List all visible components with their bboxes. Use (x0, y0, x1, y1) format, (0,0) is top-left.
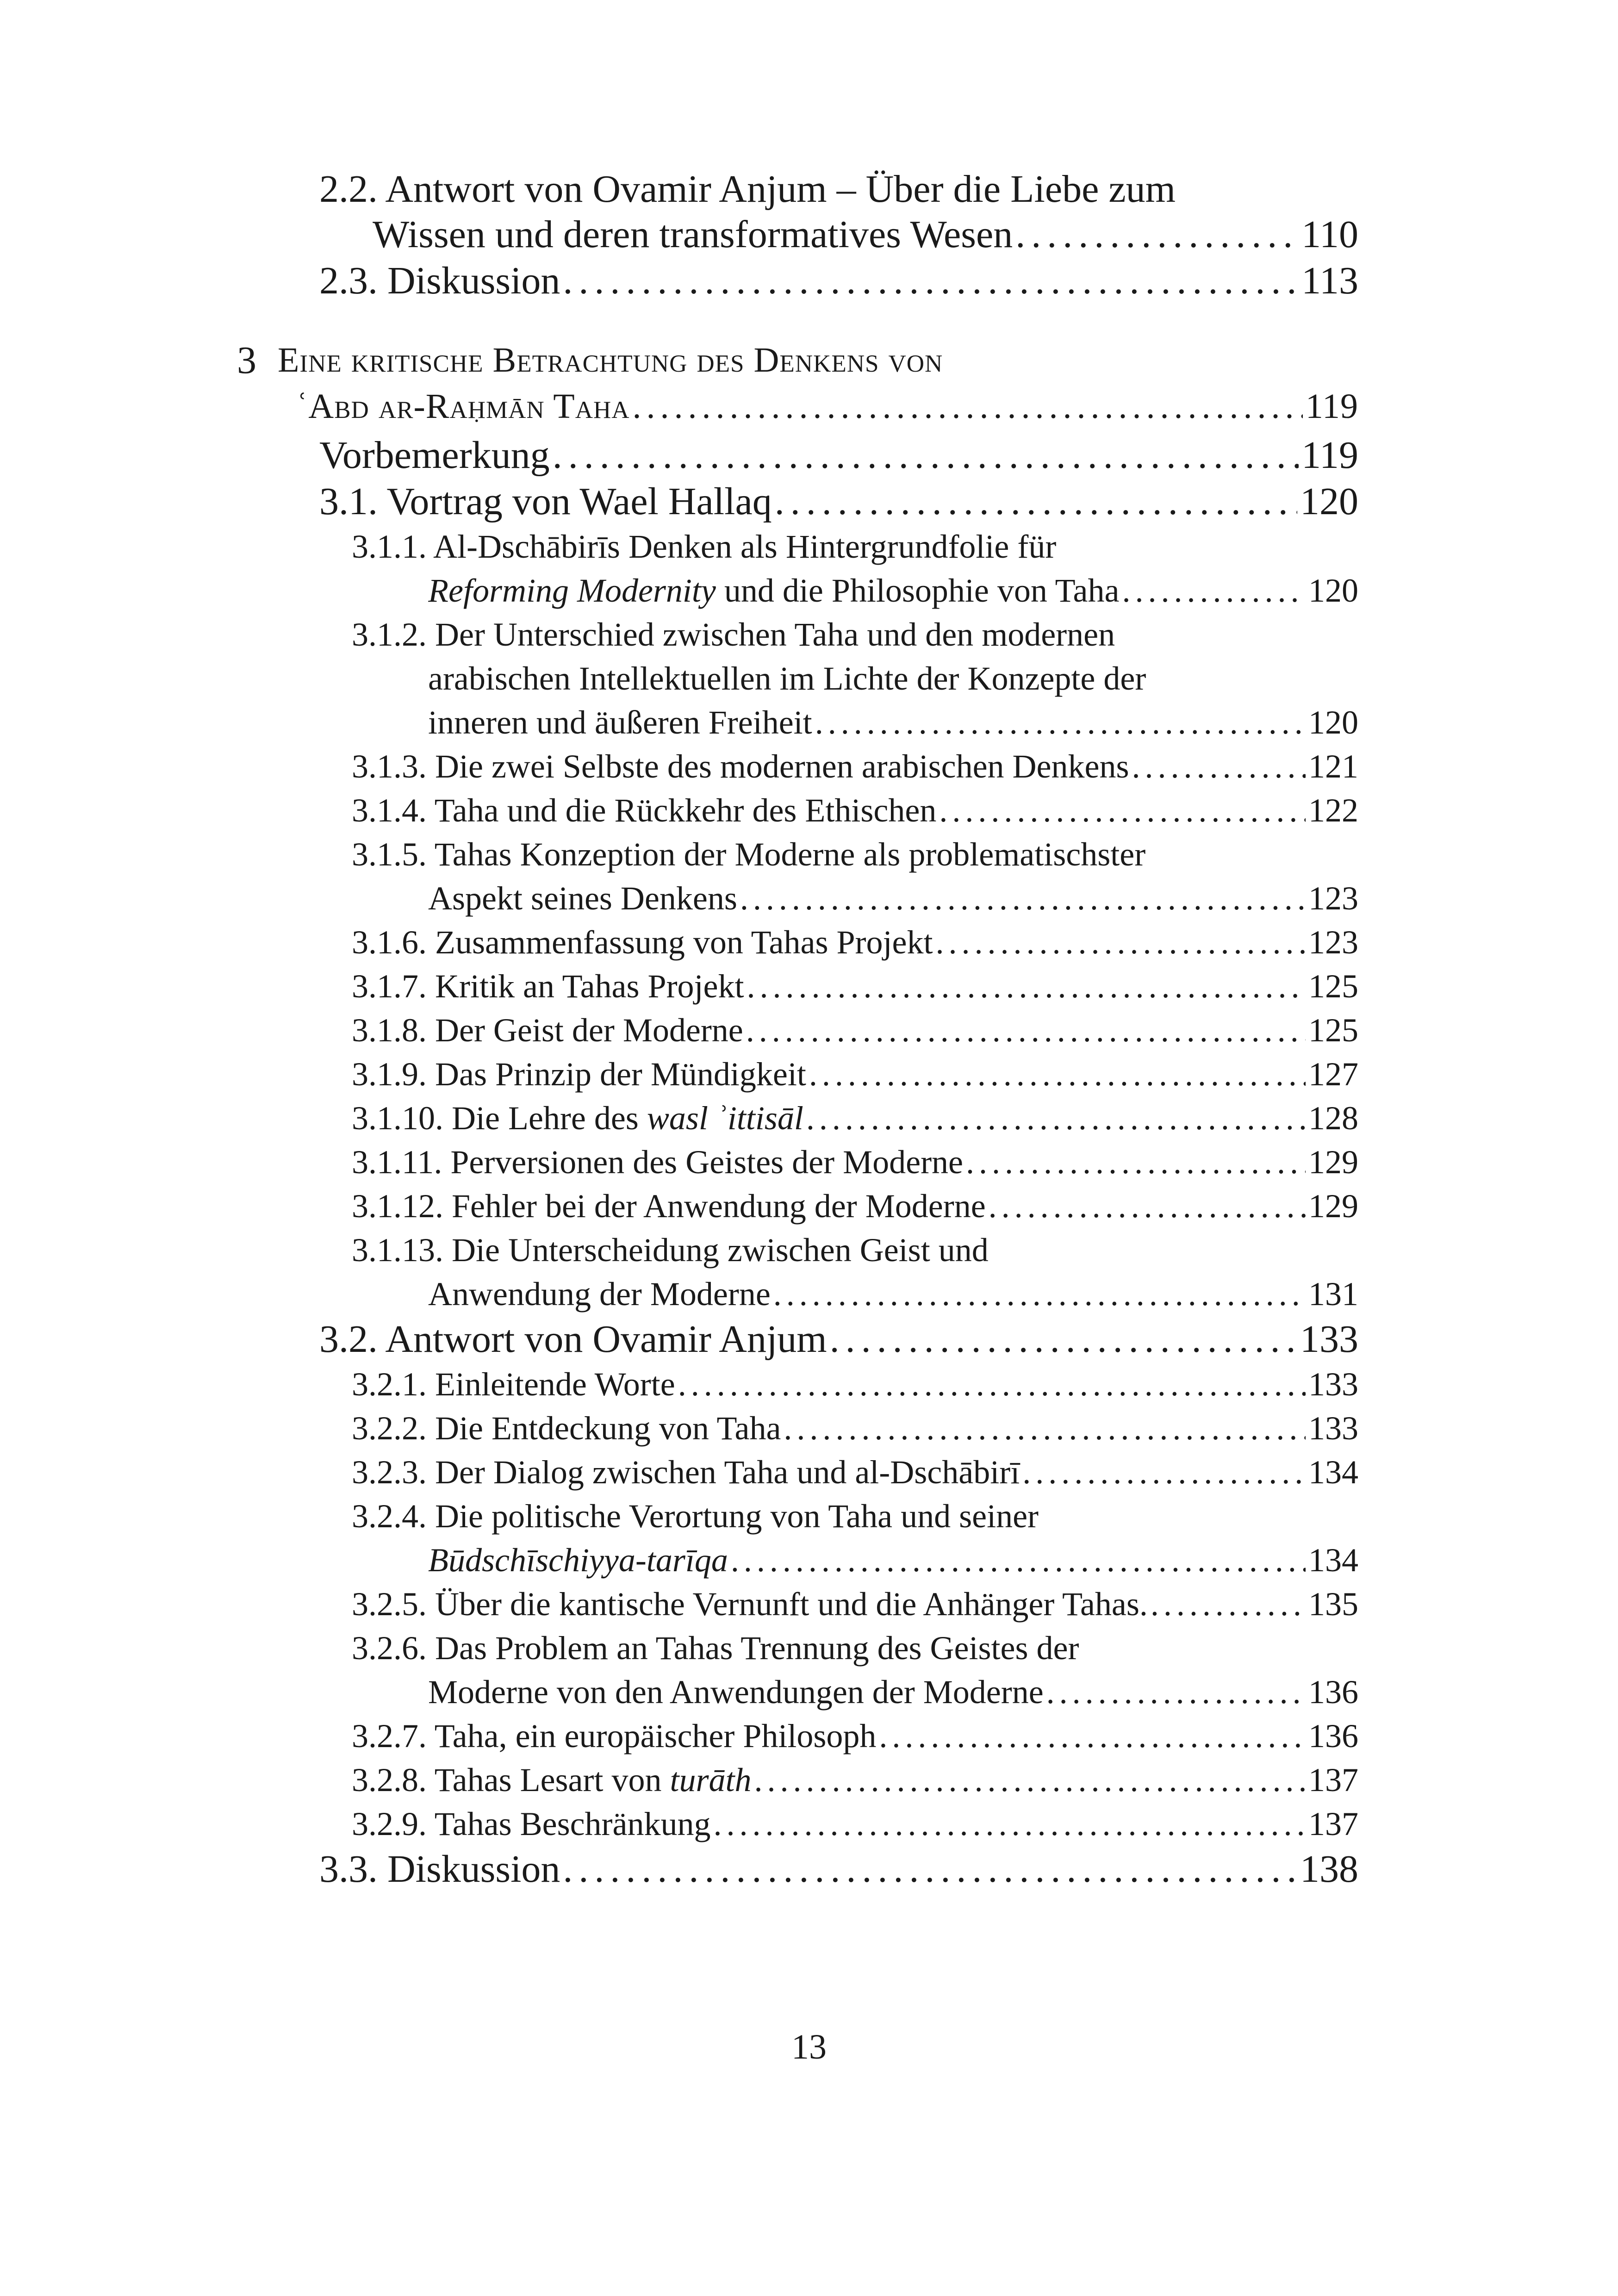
toc-entry-2-3 (319, 258, 1358, 303)
leader-dots (553, 433, 1299, 478)
leader-dots (1015, 212, 1299, 257)
leader-dots (809, 1055, 1306, 1094)
italic-term: wasl ʾittisāl (647, 1100, 803, 1137)
toc-entry-3-1-13-line2 (428, 1275, 1358, 1313)
toc-entry-3-1-3 (352, 747, 1358, 786)
toc-entry-text (428, 572, 1119, 610)
toc-page-ref: 138 (1300, 1848, 1358, 1891)
toc-page-ref: 120 (1308, 572, 1358, 609)
leader-dots (678, 1365, 1306, 1404)
leader-dots (773, 1275, 1306, 1313)
toc-entry-3-2-6-line2 (428, 1673, 1358, 1711)
toc-page-ref: 136 (1308, 1674, 1358, 1711)
toc-entry-3-1-9 (352, 1055, 1358, 1094)
toc-page-ref: 135 (1308, 1586, 1358, 1623)
leader-dots (935, 923, 1306, 962)
toc-entry-vorbemerkung (319, 433, 1358, 478)
toc-page-ref: 120 (1308, 704, 1358, 741)
toc-page-ref: 137 (1308, 1805, 1358, 1842)
toc-entry-2-3-text: 2.3. Diskussion (319, 259, 560, 302)
toc-page-ref: 133 (1300, 1318, 1358, 1361)
leader-dots (563, 1847, 1297, 1892)
toc-entry-text: 3.1.12. Fehler bei der Anwendung der Moderne (352, 1188, 986, 1225)
toc-entry-text: 3.1.11. Perversionen des Geistes der Moderne (352, 1144, 963, 1181)
toc-entry-text: Vorbemerkung (319, 434, 550, 477)
toc-entry-3-2-4-line1: 3.2.4. Die politische Verortung von Taha und seiner (352, 1498, 1039, 1535)
chapter-number: 3 (237, 339, 256, 382)
toc-page-ref: 129 (1308, 1188, 1358, 1225)
toc-entry-3-3 (319, 1847, 1358, 1892)
toc-page-ref: 122 (1308, 792, 1358, 829)
toc-page-ref: 127 (1308, 1056, 1358, 1093)
toc-entry-3-2-1 (352, 1365, 1358, 1404)
toc-page-ref: 119 (1301, 434, 1358, 477)
toc-entry-2-2-line1: 2.2. Antwort von Ovamir Anjum – Über die Liebe zum (319, 168, 1176, 211)
leader-dots (731, 1541, 1306, 1580)
toc-entry-3-1-2-line3 (428, 703, 1358, 742)
toc-entry-3-2-9 (352, 1805, 1358, 1843)
toc-entry-text: inneren und äußeren Freiheit (428, 704, 812, 741)
leader-dots (830, 1317, 1297, 1362)
toc-entry-text (428, 1541, 728, 1580)
toc-page-ref: 113 (1301, 259, 1358, 302)
toc-entry-text: 3.1.6. Zusammenfassung von Tahas Projekt (352, 924, 933, 961)
toc-entry-text: Moderne von den Anwendungen der Moderne (428, 1674, 1044, 1711)
toc-entry-text: 3.1.8. Der Geist der Moderne (352, 1012, 743, 1049)
leader-dots (1022, 1453, 1306, 1492)
toc-entry-3-2 (319, 1317, 1358, 1362)
toc-entry-prefix: 3.2.8. Tahas Lesart von (352, 1761, 670, 1798)
toc-entry-3-2-4-line2 (428, 1541, 1358, 1580)
toc-page-ref: 131 (1308, 1276, 1358, 1313)
toc-entry-3-1 (319, 479, 1358, 524)
toc-entry-3-1-10 (352, 1099, 1358, 1138)
toc-entry-3-2-7 (352, 1717, 1358, 1755)
toc-page-ref: 134 (1308, 1454, 1358, 1491)
toc-entry-3-1-6 (352, 923, 1358, 962)
toc-entry-3-1-1-line1: 3.1.1. Al-Dschābirīs Denken als Hintergrundfolie für (352, 528, 1057, 565)
toc-entry-2-2-line2 (373, 212, 1358, 257)
toc-entry-text: 3.2.2. Die Entdeckung von Taha (352, 1410, 781, 1447)
toc-entry-3-2-2 (352, 1409, 1358, 1448)
toc-page-ref: 133 (1308, 1366, 1358, 1403)
leader-dots (806, 1099, 1306, 1138)
leader-dots (815, 703, 1306, 742)
toc-entry-text: 3.1.3. Die zwei Selbste des modernen arabischen Denkens (352, 748, 1129, 785)
toc-page-ref: 119 (1305, 387, 1358, 426)
toc-page-ref: 133 (1308, 1410, 1358, 1447)
toc-entry-text: 3.1. Vortrag von Wael Hallaq (319, 480, 772, 523)
toc-entry-text: Aspekt seines Denkens (428, 880, 737, 917)
leader-dots (939, 791, 1306, 830)
toc-entry-text: 3.2.9. Tahas Beschränkung (352, 1805, 711, 1842)
toc-entry-2-2-text: Wissen und deren transformatives Wesen (373, 213, 1013, 256)
toc-entry-3-1-4 (352, 791, 1358, 830)
italic-term: Būdschīschiyya-tarīqa (428, 1542, 728, 1579)
toc-page-ref: 123 (1308, 924, 1358, 961)
toc-entry-3-2-5 (352, 1585, 1358, 1624)
toc-entry-3-1-7 (352, 967, 1358, 1006)
toc-page-ref: 129 (1308, 1144, 1358, 1181)
leader-dots (1132, 747, 1306, 786)
chapter-title-line2 (296, 386, 1358, 427)
toc-entry-3-1-11 (352, 1143, 1358, 1182)
leader-dots (879, 1717, 1306, 1755)
toc-entry-text: 3.2.5. Über die kantische Vernunft und die Anhänger Tahas. (352, 1586, 1148, 1623)
toc-entry-text: Anwendung der Moderne (428, 1276, 771, 1313)
toc-entry-3-1-2-line2: arabischen Intellektuellen im Lichte der Konzepte der (428, 660, 1146, 697)
toc-entry-text (352, 1099, 803, 1138)
toc-entry-3-2-8 (352, 1761, 1358, 1799)
toc-page-ref: 125 (1308, 968, 1358, 1005)
toc-entry-3-2-6-line1: 3.2.6. Das Problem an Tahas Trennung des Geistes der (352, 1630, 1079, 1667)
toc-entry-text: 3.2. Antwort von Ovamir Anjum (319, 1318, 827, 1361)
toc-entry-text (352, 1761, 752, 1799)
toc-page-ref: 110 (1301, 213, 1358, 256)
leader-dots (1046, 1673, 1306, 1711)
toc-entry-3-1-5-line1: 3.1.5. Tahas Konzeption der Moderne als problematischster (352, 836, 1146, 873)
toc-entry-3-2-3 (352, 1453, 1358, 1492)
toc-page-ref: 134 (1308, 1542, 1358, 1579)
leader-dots (747, 967, 1306, 1006)
leader-dots (746, 1011, 1306, 1050)
italic-term: turāth (670, 1761, 752, 1798)
leader-dots (989, 1187, 1306, 1226)
toc-entry-text-rest: und die Philosophie von Taha (716, 572, 1120, 609)
toc-entry-text: 3.1.9. Das Prinzip der Mündigkeit (352, 1056, 806, 1093)
chapter-title-text: ʿAbd ar-Raḥmān Taha (296, 387, 630, 426)
toc-page-ref: 123 (1308, 880, 1358, 917)
toc-page-ref: 120 (1300, 480, 1358, 523)
leader-dots (754, 1761, 1306, 1799)
leader-dots (740, 879, 1306, 918)
page-number: 13 (791, 2028, 827, 2066)
toc-entry-3-1-12 (352, 1187, 1358, 1226)
leader-dots (633, 386, 1303, 427)
leader-dots (966, 1143, 1306, 1182)
toc-page-ref: 136 (1308, 1717, 1358, 1755)
leader-dots (1122, 572, 1306, 610)
toc-page-ref: 128 (1308, 1100, 1358, 1137)
toc-entry-text: 3.1.4. Taha und die Rückkehr des Ethischen (352, 792, 937, 829)
toc-entry-3-1-1-line2 (428, 572, 1358, 610)
leader-dots (784, 1409, 1306, 1448)
toc-entry-text: 3.2.3. Der Dialog zwischen Taha und al-Dschābirī (352, 1454, 1020, 1491)
toc-entry-3-1-2-line1: 3.1.2. Der Unterschied zwischen Taha und den modernen (352, 616, 1115, 653)
toc-entry-text: 3.1.7. Kritik an Tahas Projekt (352, 968, 744, 1005)
toc-entry-3-1-5-line2 (428, 879, 1358, 918)
toc-entry-text: 3.2.1. Einleitende Worte (352, 1366, 675, 1403)
toc-entry-text: 3.2.7. Taha, ein europäischer Philosoph (352, 1717, 877, 1755)
toc-entry-3-1-8 (352, 1011, 1358, 1050)
toc-page-ref: 121 (1308, 748, 1358, 785)
toc-page-ref: 125 (1308, 1012, 1358, 1049)
toc-entry-text: 3.3. Diskussion (319, 1848, 560, 1891)
leader-dots (1151, 1585, 1306, 1624)
toc-entry-3-1-13-line1: 3.1.13. Die Unterscheidung zwischen Geist und (352, 1232, 989, 1269)
chapter-title-line1: Eine kritische Betrachtung des Denkens von (278, 341, 943, 380)
leader-dots (563, 258, 1299, 303)
toc-page-ref: 137 (1308, 1761, 1358, 1798)
italic-title: Reforming Modernity (428, 572, 716, 609)
leader-dots (775, 479, 1297, 524)
toc-entry-prefix: 3.1.10. Die Lehre des (352, 1100, 647, 1137)
leader-dots (713, 1805, 1306, 1843)
